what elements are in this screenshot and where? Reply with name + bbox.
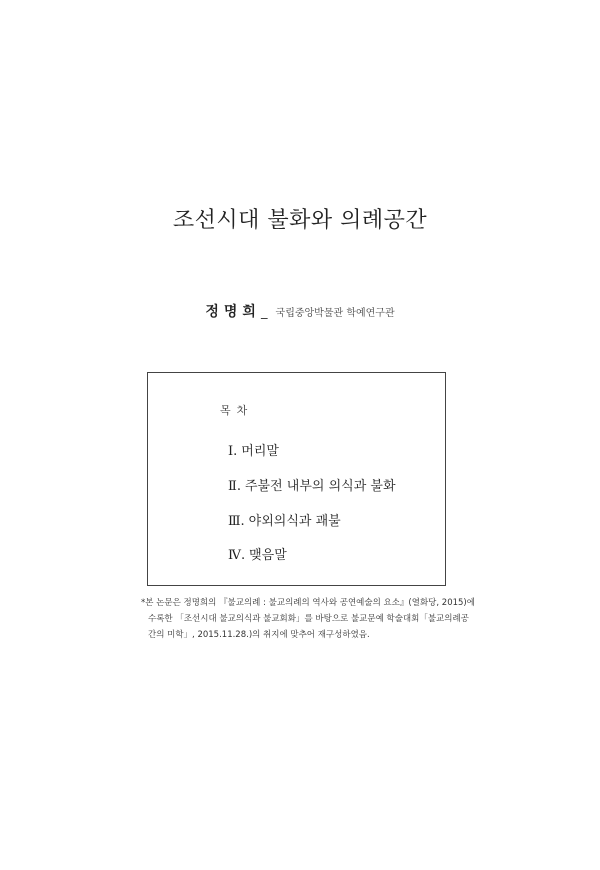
footnote-line: 수록한 「조선시대 불교의식과 불교회화」를 바탕으로 불교문예 학술대회「불교의례공 bbox=[148, 614, 469, 624]
toc-item-number: Ⅱ. bbox=[228, 479, 241, 494]
toc-item-number: Ⅳ. bbox=[228, 548, 246, 563]
toc-item-main-hall-rituals bbox=[228, 475, 396, 494]
toc-item-outdoor-rituals bbox=[228, 510, 341, 529]
footnote bbox=[141, 595, 475, 643]
toc-heading: 목차 bbox=[220, 404, 254, 417]
author-name: 정명희 bbox=[205, 304, 261, 320]
toc-item-label: 머리말 bbox=[241, 444, 279, 459]
paper-title: 조선시대 불화와 의례공간 bbox=[172, 208, 428, 233]
author-separator: _ bbox=[260, 305, 268, 320]
toc-item-conclusion bbox=[228, 544, 287, 563]
toc-item-label: 야외의식과 괘불 bbox=[248, 514, 341, 529]
author-affiliation: 국립중앙박물관 학예연구관 bbox=[275, 308, 395, 319]
footnote-line: 간의 미학」, 2015.11.28.)의 취지에 맞추어 재구성하였음. bbox=[148, 630, 370, 640]
footnote-line: *본 논문은 정명희의 『불교의례 : 불교의례의 역사와 공연예술의 요소』(열화당, 2015)에 bbox=[141, 598, 475, 608]
toc-item-label: 주불전 내부의 의식과 불화 bbox=[244, 479, 396, 494]
toc-item-label: 맺음말 bbox=[249, 548, 287, 563]
toc-item-number: Ⅲ. bbox=[228, 514, 245, 529]
table-of-contents bbox=[147, 372, 446, 586]
toc-item-introduction bbox=[228, 440, 279, 459]
author-line bbox=[0, 301, 600, 321]
toc-item-number: Ⅰ. bbox=[228, 444, 238, 459]
